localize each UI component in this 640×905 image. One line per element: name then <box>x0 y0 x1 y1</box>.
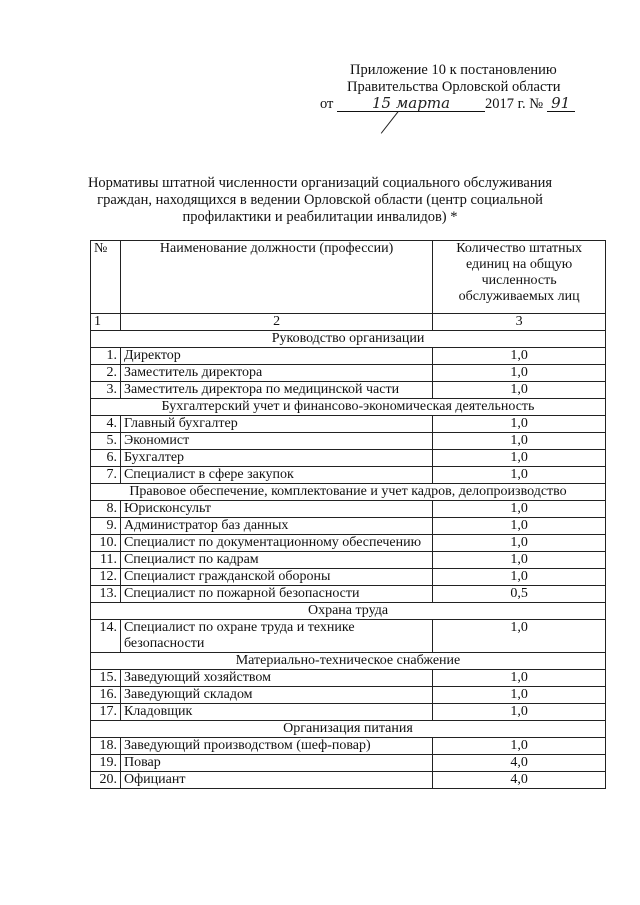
staff-quantity: 1,0 <box>433 518 606 535</box>
handwritten-date: 15 марта <box>337 96 485 112</box>
row-number: 3. <box>91 382 121 399</box>
appendix-header <box>300 62 600 113</box>
row-number: 15. <box>91 670 121 687</box>
table-row <box>91 586 606 603</box>
table-row <box>91 467 606 484</box>
table-row <box>91 535 606 552</box>
position-name: Официант <box>120 772 432 789</box>
header-position-name: Наименование должности (профессии) <box>120 241 432 314</box>
section-title: Бухгалтерский учет и финансово-экономическая деятельность <box>91 399 606 416</box>
row-number: 12. <box>91 569 121 586</box>
position-name: Специалист по охране труда и технике безопасности <box>120 620 432 653</box>
section-row <box>91 484 606 501</box>
column-index: 1 <box>91 314 121 331</box>
row-number: 5. <box>91 433 121 450</box>
document-title: Нормативы штатной численности организаций социального обслуживания граждан, находящихся в ведении Орловской области (центр социальной профилактики и реабилитации инвалидов) * <box>87 175 553 225</box>
row-number: 1. <box>91 348 121 365</box>
table-row <box>91 382 606 399</box>
position-name: Заместитель директора по медицинской части <box>120 382 432 399</box>
position-name: Юрисконсульт <box>120 501 432 518</box>
table-row <box>91 518 606 535</box>
staff-quantity: 1,0 <box>433 501 606 518</box>
position-name: Кладовщик <box>120 704 432 721</box>
section-title: Организация питания <box>91 721 606 738</box>
table-row <box>91 687 606 704</box>
staff-quantity: 1,0 <box>433 365 606 382</box>
table-row <box>91 450 606 467</box>
position-name: Повар <box>120 755 432 772</box>
section-title: Правовое обеспечение, комплектование и учет кадров, делопроизводство <box>91 484 606 501</box>
staff-quantity: 4,0 <box>433 772 606 789</box>
table-row <box>91 501 606 518</box>
table-row <box>91 670 606 687</box>
staff-quantity: 0,5 <box>433 586 606 603</box>
from-label: от <box>320 96 334 112</box>
staff-quantity: 1,0 <box>433 535 606 552</box>
table-row <box>91 772 606 789</box>
staff-quantity: 1,0 <box>433 738 606 755</box>
row-number: 18. <box>91 738 121 755</box>
table-row <box>91 620 606 653</box>
row-number: 9. <box>91 518 121 535</box>
staff-quantity: 1,0 <box>433 450 606 467</box>
table-row <box>91 348 606 365</box>
column-index: 3 <box>433 314 606 331</box>
staffing-norms-table <box>90 240 606 789</box>
table-row <box>91 365 606 382</box>
appendix-date-line <box>300 96 600 113</box>
row-number: 19. <box>91 755 121 772</box>
staff-quantity: 1,0 <box>433 416 606 433</box>
row-number: 16. <box>91 687 121 704</box>
position-name: Специалист по документационному обеспечению <box>120 535 432 552</box>
row-number: 17. <box>91 704 121 721</box>
staff-quantity: 1,0 <box>433 348 606 365</box>
section-title: Материально-техническое снабжение <box>91 653 606 670</box>
year-number-label: 2017 г. № <box>485 96 544 112</box>
staff-quantity: 1,0 <box>433 433 606 450</box>
position-name: Специалист гражданской обороны <box>120 569 432 586</box>
table-row <box>91 552 606 569</box>
position-name: Специалист по пожарной безопасности <box>120 586 432 603</box>
position-name: Специалист по кадрам <box>120 552 432 569</box>
row-number: 20. <box>91 772 121 789</box>
staff-quantity: 4,0 <box>433 755 606 772</box>
section-row <box>91 721 606 738</box>
table-row <box>91 704 606 721</box>
position-name: Экономист <box>120 433 432 450</box>
row-number: 4. <box>91 416 121 433</box>
position-name: Заведующий складом <box>120 687 432 704</box>
section-title: Охрана труда <box>91 603 606 620</box>
table-row <box>91 738 606 755</box>
staff-quantity: 1,0 <box>433 382 606 399</box>
staff-quantity: 1,0 <box>433 687 606 704</box>
row-number: 10. <box>91 535 121 552</box>
table-header-row <box>91 241 606 314</box>
row-number: 11. <box>91 552 121 569</box>
staff-quantity: 1,0 <box>433 552 606 569</box>
table-row <box>91 755 606 772</box>
appendix-line-1: Приложение 10 к постановлению <box>350 62 557 78</box>
handwritten-number: 91 <box>547 96 575 112</box>
appendix-line-2: Правительства Орловской области <box>347 79 561 95</box>
row-number: 14. <box>91 620 121 653</box>
staff-quantity: 1,0 <box>433 569 606 586</box>
row-number: 7. <box>91 467 121 484</box>
position-name: Директор <box>120 348 432 365</box>
row-number: 2. <box>91 365 121 382</box>
staff-quantity: 1,0 <box>433 670 606 687</box>
section-row <box>91 331 606 348</box>
position-name: Заведующий производством (шеф-повар) <box>120 738 432 755</box>
position-name: Специалист в сфере закупок <box>120 467 432 484</box>
position-name: Заместитель директора <box>120 365 432 382</box>
header-quantity: Количество штатных единиц на общую численность обслуживаемых лиц <box>433 241 606 314</box>
position-name: Заведующий хозяйством <box>120 670 432 687</box>
section-title: Руководство организации <box>91 331 606 348</box>
position-name: Бухгалтер <box>120 450 432 467</box>
position-name: Главный бухгалтер <box>120 416 432 433</box>
column-index-row <box>91 314 606 331</box>
section-row <box>91 603 606 620</box>
staff-quantity: 1,0 <box>433 704 606 721</box>
staff-quantity: 1,0 <box>433 620 606 653</box>
table-row <box>91 416 606 433</box>
table-row <box>91 433 606 450</box>
section-row <box>91 399 606 416</box>
staff-quantity: 1,0 <box>433 467 606 484</box>
pen-stroke-mark <box>381 111 399 134</box>
header-number: № <box>91 241 121 314</box>
row-number: 13. <box>91 586 121 603</box>
table-row <box>91 569 606 586</box>
column-index: 2 <box>120 314 432 331</box>
section-row <box>91 653 606 670</box>
table-body <box>91 331 606 789</box>
position-name: Администратор баз данных <box>120 518 432 535</box>
row-number: 6. <box>91 450 121 467</box>
row-number: 8. <box>91 501 121 518</box>
